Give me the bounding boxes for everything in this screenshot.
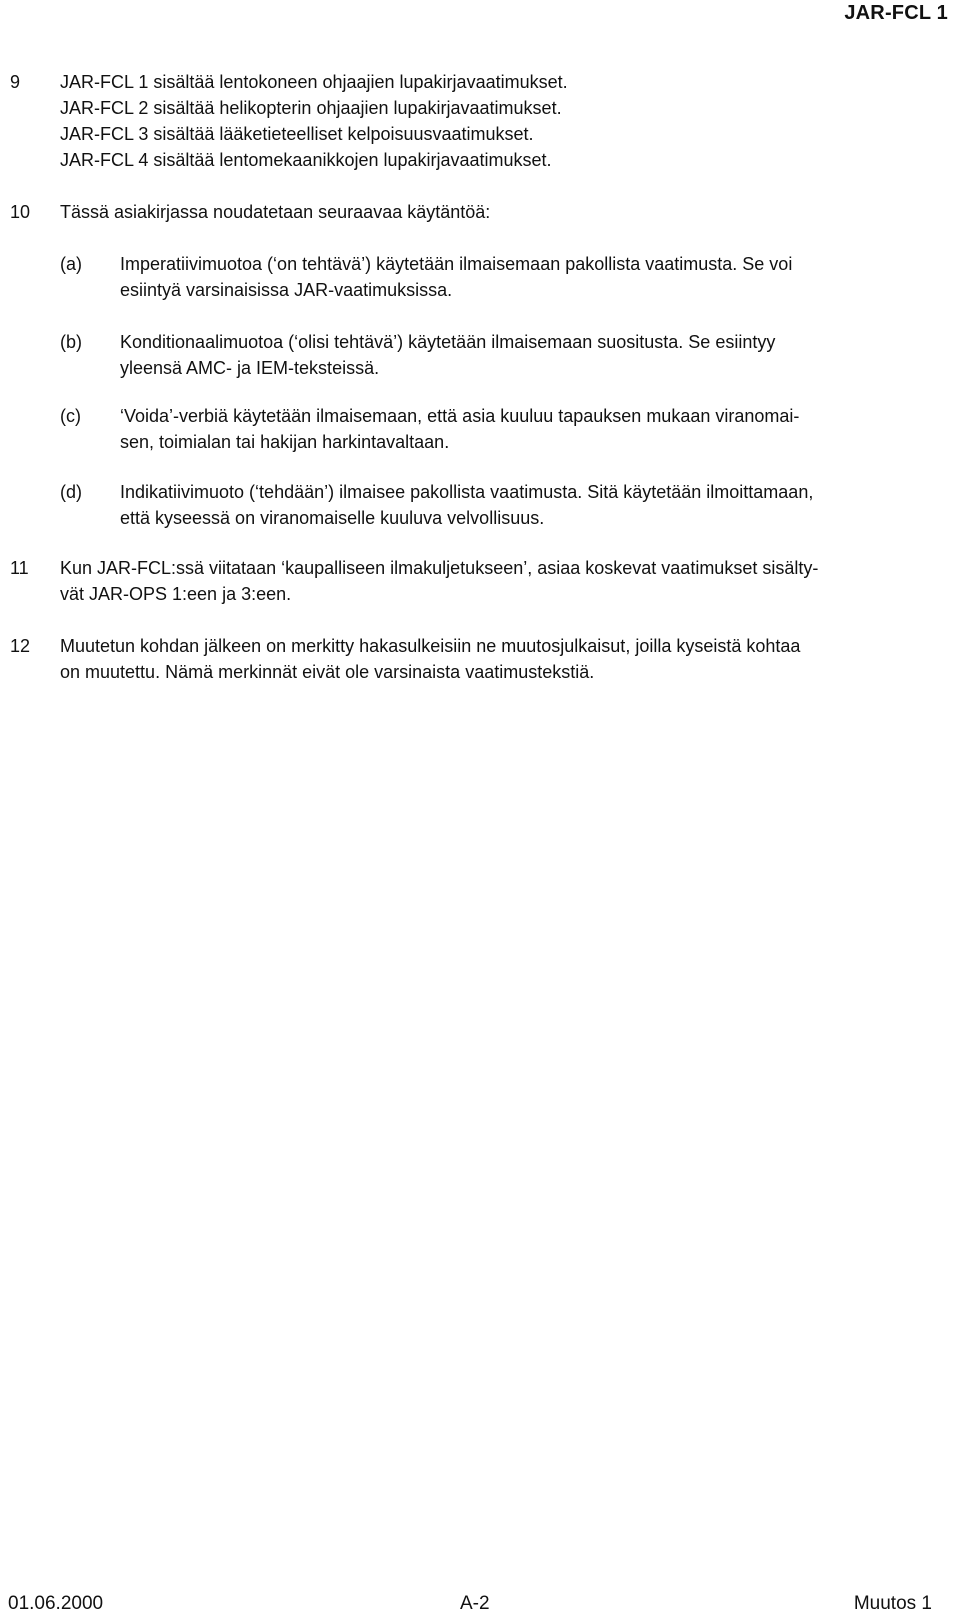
page-header-title: JAR-FCL 1 xyxy=(844,2,948,24)
subitem-text-line: Imperatiivimuotoa (‘on tehtävä’) käytetään ilmaisemaan pakollista vaatimusta. Se voi xyxy=(120,254,793,274)
subitem-text-line: Konditionaalimuotoa (‘olisi tehtävä’) käytetään ilmaisemaan suositusta. Se esiintyy xyxy=(120,332,776,352)
item-text-line: JAR-FCL 3 sisältää lääketieteelliset kelpoisuusvaatimukset. xyxy=(60,124,534,144)
subitem-text-line: Indikatiivimuoto (‘tehdään’) ilmaisee pakollista vaatimusta. Sitä käytetään ilmoittamaan, xyxy=(120,482,814,502)
item-number: 11 xyxy=(10,558,29,578)
item-intro: Tässä asiakirjassa noudatetaan seuraavaa käytäntöä: xyxy=(60,202,491,222)
subitem-text-line: esiintyä varsinaisissa JAR-vaatimuksissa. xyxy=(120,280,453,300)
item-number: 9 xyxy=(10,72,21,92)
footer-revision: Muutos 1 xyxy=(853,1593,932,1614)
footer-date: 01.06.2000 xyxy=(8,1593,104,1614)
item-text-line: JAR-FCL 1 sisältää lentokoneen ohjaajien lupakirjavaatimukset. xyxy=(60,72,568,92)
subitem-label: (a) xyxy=(60,254,82,274)
item-text-line: Kun JAR-FCL:ssä viitataan ‘kaupalliseen ilmakuljetukseen’, asiaa koskevat vaatimukset sisälty- xyxy=(60,558,819,578)
subitem-label: (d) xyxy=(60,482,82,502)
subitem-text-line: sen, toimialan tai hakijan harkintavaltaan. xyxy=(120,432,450,452)
item-number: 12 xyxy=(10,636,31,656)
item-text-line: JAR-FCL 4 sisältää lentomekaanikkojen lupakirjavaatimukset. xyxy=(60,150,552,170)
footer-page-number: A-2 xyxy=(460,1593,490,1614)
subitem-label: (b) xyxy=(60,332,82,352)
item-number: 10 xyxy=(10,202,31,222)
item-text-line: JAR-FCL 2 sisältää helikopterin ohjaajien lupakirjavaatimukset. xyxy=(60,98,562,118)
item-text-line: vät JAR-OPS 1:een ja 3:een. xyxy=(60,584,292,604)
item-text-line: Muutetun kohdan jälkeen on merkitty hakasulkeisiin ne muutosjulkaisut, joilla kyseistä kohtaa xyxy=(60,636,801,656)
subitem-label: (c) xyxy=(60,406,81,426)
item-text-line: on muutettu. Nämä merkinnät eivät ole varsinaista vaatimustekstiä. xyxy=(60,662,595,682)
subitem-text-line: ‘Voida’-verbiä käytetään ilmaisemaan, että asia kuuluu tapauksen mukaan viranomai- xyxy=(120,406,800,426)
subitem-text-line: yleensä AMC- ja IEM-teksteissä. xyxy=(120,358,380,378)
subitem-text-line: että kyseessä on viranomaiselle kuuluva velvollisuus. xyxy=(120,508,545,528)
